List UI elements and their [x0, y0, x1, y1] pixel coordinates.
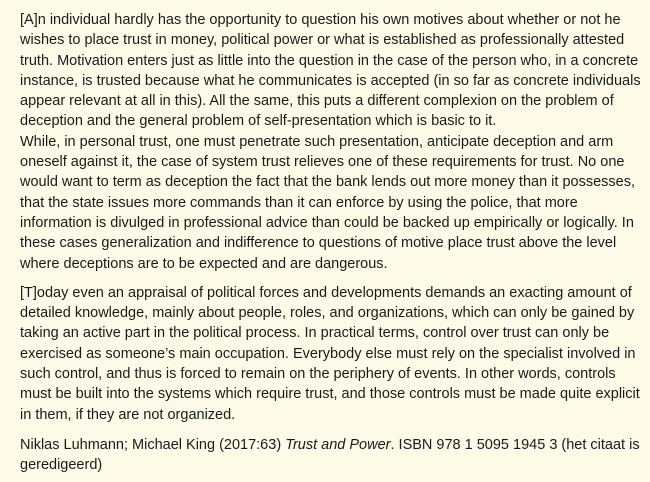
citation-isbn-note: . ISBN 978 1 5095 1945 3 (het citaat is geredigeerd) [20, 436, 640, 474]
citation-authors: Niklas Luhmann; Michael King (2017:63) [20, 436, 282, 453]
quote-paragraph-3: [T]oday even an appraisal of political forces and developments demands an exacting amount of detailed knowledge, mainly about people, roles, and organizations, which can only be gained by taking an active part in the political process. In practical terms, control over trust can only be exercised as someone’s main occupation. Everybody else must rely on the specialist involved in such control, and thus is forced to remain on the periphery of events. In other words, controls must be built into the systems which require trust, and those controls must be made quite explicit in them, if they are not organized. [20, 284, 640, 423]
citation [20, 435, 642, 476]
quote-paragraph-2: While, in personal trust, one must penetrate such presentation, anticipate deception and arm oneself against it, the case of system trust relieves one of these requirements for trust. No one would want to term as deception the fact that the bank lends out more money than it possesses, that the state issues more commands than it can enforce by using the police, that more information is divulged in professional advice than could be backed up empirically or logically. In these cases generalization and indifference to questions of motive place trust above the level where deceptions are to be expected and are dangerous. [20, 133, 635, 272]
citation-book-title: Trust and Power [285, 436, 391, 453]
quote-paragraph-1: [A]n individual hardly has the opportunity to question his own motives about whether or not he wishes to place trust in money, political power or what is established as professionally attested truth. Motivation enters just as little into the question in the case of the person who, in a concrete instance, is trusted because what he communicates is accepted (in so far as concrete individuals appear relevant at all in this). All the same, this puts a different complexion on the problem of deception and the general problem of self-presentation which is basic to it. [20, 12, 641, 130]
